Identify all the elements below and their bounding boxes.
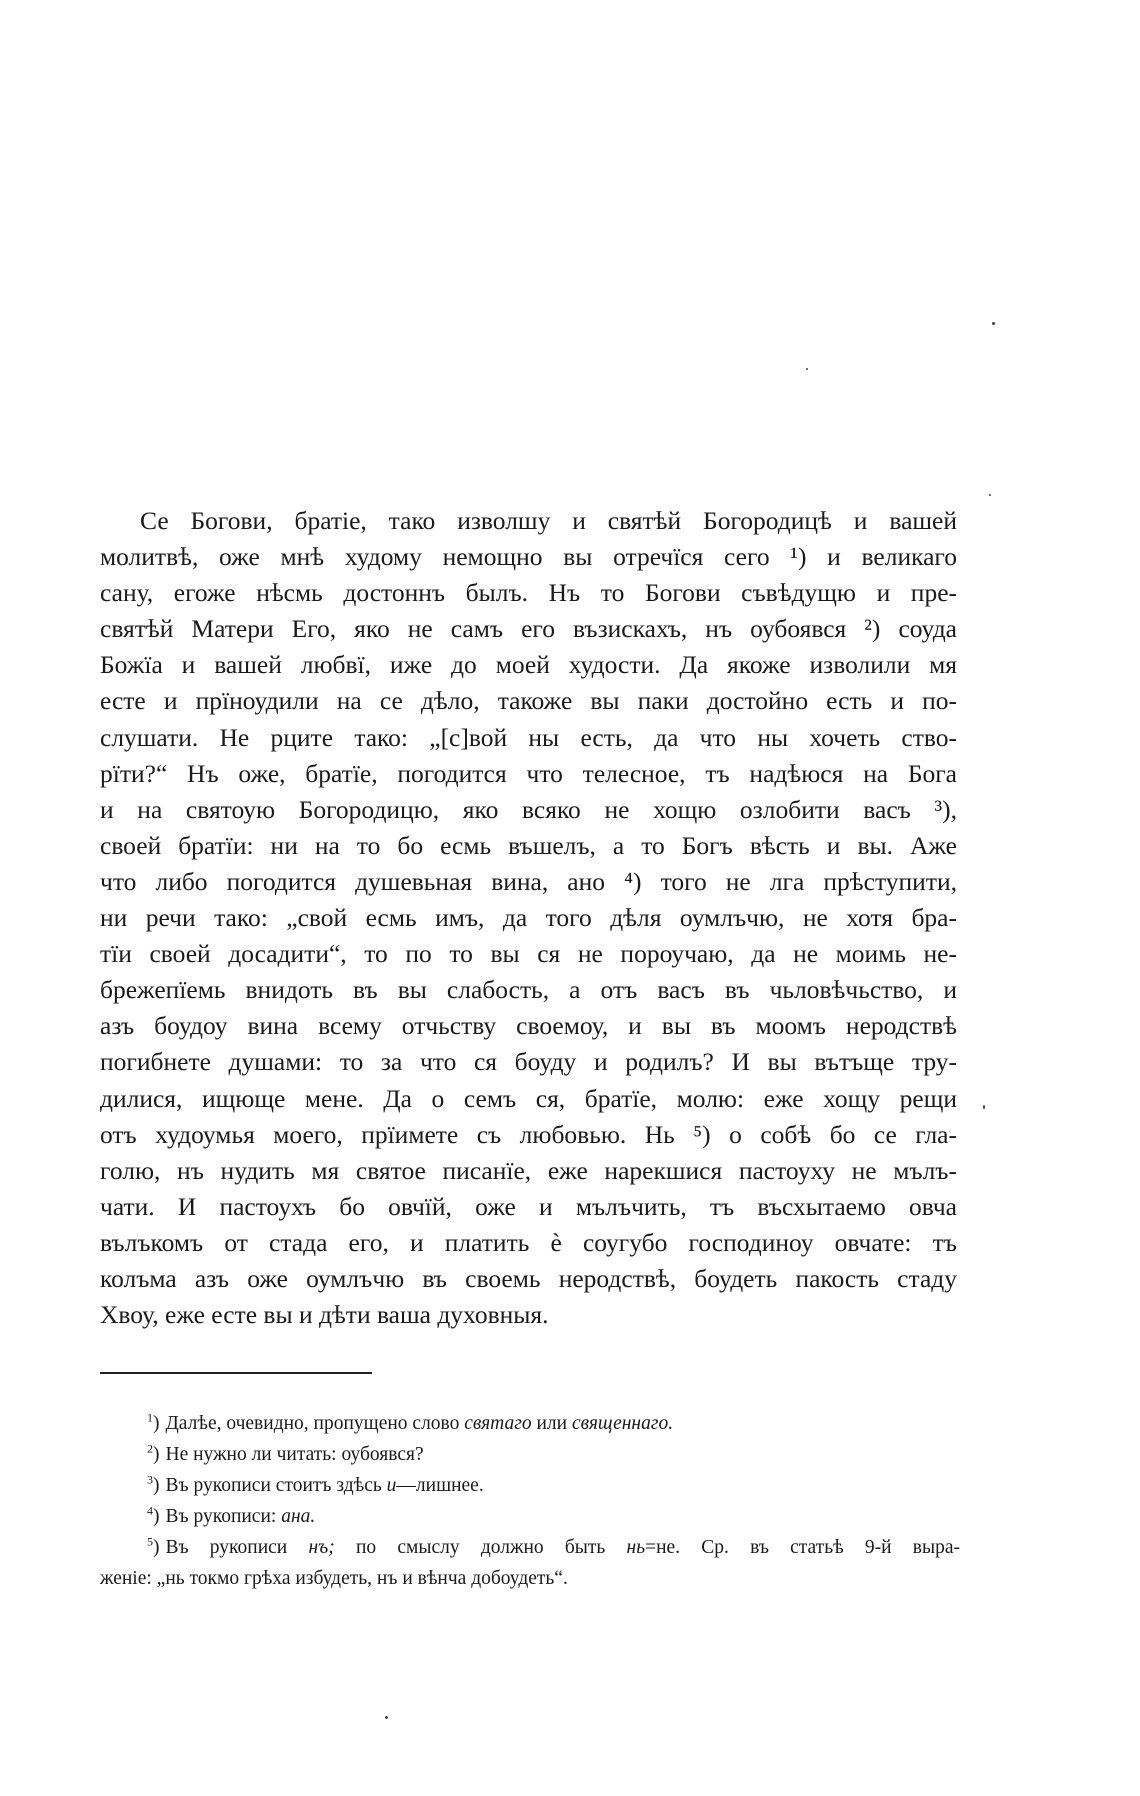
scan-speck [983, 1105, 985, 1109]
text-line: колъма азъ оже оумлъчю въ своемь неродствѣ, боудеть пакость стаду [100, 1263, 957, 1293]
text-line: отъ худоумья моего, прїимете съ любовью. Нь ⁵) о собѣ бо се гла- [100, 1119, 957, 1149]
footnote-text: по смыслу должно быть [355, 1537, 606, 1558]
text-line: своей братїи: ни на то бо есмь въшелъ, а то Богъ вѣсть и вы. Аже [100, 830, 957, 860]
text-line: тїи своей досадити“, то по то вы ся не пороучаю, да не моимь не- [100, 939, 957, 969]
text-line: дилися, ищюще мене. Да о семъ ся, братїе, молю: еже хощу рещи [100, 1083, 957, 1113]
scan-speck [806, 368, 808, 370]
scan-speck [385, 1716, 388, 1719]
text-line: Хвоу, еже есте вы и дѣти ваша духовныя. [100, 1300, 549, 1330]
footnote-emphasis: ана. [281, 1506, 316, 1527]
footnote-text: Въ рукописи: [165, 1506, 277, 1527]
footnote-text: Далѣе, очевидно, пропущено слово [165, 1413, 460, 1434]
text-line: погибнете душами: то за что ся боуду и родилъ? И вы вътъще тру- [100, 1047, 957, 1077]
footnote-text: или [536, 1413, 568, 1434]
footnote-emphasis: священнаго. [571, 1413, 674, 1434]
footnote-text: Въ рукописи [165, 1537, 288, 1558]
text-line: и на святоую Богородицю, яко всяко не хощю озлобити васъ ³), [100, 794, 957, 824]
footnote-text: Въ рукописи стоитъ здѣсь [165, 1475, 382, 1496]
footnote-text: Не нужно ли читать: оубоявся? [165, 1444, 424, 1465]
text-line: слушати. Не рците тако: „[с]вой ны есть, да что ны хочеть ство- [100, 722, 957, 752]
main-text-block [100, 503, 957, 1333]
text-line: азъ боудоу вина всему отчьству своемоу, и вы въ моомъ неродствѣ [100, 1011, 957, 1041]
text-line: святѣй Матери Его, яко не самъ его възискахъ, нъ оубоявся ²) соуда [100, 614, 957, 644]
text-line: что либо погодится душевьная вина, ано ⁴) того не лга прѣступити, [100, 866, 957, 896]
footnotes-block [100, 1408, 960, 1594]
text-line: Божїа и вашей любвї, иже до моей худости. Да якоже изволили мя [100, 650, 957, 680]
footnote-emphasis: нъ; [308, 1537, 335, 1558]
footnote-number: 4 [147, 1503, 153, 1518]
footnote-number: 1 [147, 1410, 153, 1425]
footnote-3: $^3$) Въ рукописи стоитъ здѣсь и—лишнее. [147, 1472, 484, 1496]
text-line: ни речи тако: „свой есмь имъ, да того дѣля оумлъчю, не хотя бра- [100, 903, 957, 933]
text-line: молитвѣ, оже мнѣ худому немощно вы отречїся сего ¹) и великаго [100, 542, 957, 572]
footnote-text: =не. Ср. въ статьѣ 9-й выра- [645, 1537, 961, 1558]
footnote-text: —лишнее. [396, 1475, 484, 1496]
text-line: сану, егоже нѣсмь достоннъ былъ. Нъ то Богови съвѣдущю и пре- [100, 578, 957, 608]
text-line: вълъкомъ от стада его, и платить ѐ соугубо господиноу овчате: тъ [100, 1227, 957, 1257]
scan-speck [989, 494, 991, 496]
scan-speck [992, 322, 995, 325]
footnote-number: 3 [147, 1472, 153, 1487]
footnote-1: $^1$) Далѣе, очевидно, пропущено слово святаго или священнаго. [147, 1410, 674, 1434]
footnote-emphasis: святаго [464, 1413, 532, 1434]
footnote-emphasis: и [386, 1475, 397, 1496]
text-line: голю, нъ нудить мя святое писанїе, еже нарекшися пастоуху не мълъ- [100, 1155, 957, 1185]
footnote-number: 5 [147, 1534, 153, 1549]
footnote-2: $^2$) Не нужно ли читать: оубоявся? [147, 1441, 424, 1465]
text-line: рїти?“ Нъ оже, братїе, погодится что телесное, тъ надѣюся на Бога [100, 758, 957, 788]
text-line: брежепїемь внидоть въ вы слабость, а отъ васъ въ чьловѣчьство, и [100, 975, 957, 1005]
footnote-5-continued: женіе: „нь токмо грѣха избудеть, нъ и вѣнча добоудеть“. [100, 1568, 568, 1589]
footnote-number: 2 [147, 1441, 153, 1456]
text-line: есте и прїноудили на се дѣло, такоже вы паки достойно есть и по- [100, 686, 957, 716]
footnote-emphasis: нь [626, 1537, 646, 1558]
text-line: чати. И пастоухъ бо овчїй, оже и мълъчить, тъ въсхытаемо овча [100, 1191, 957, 1221]
footnote-4: $^4$) Въ рукописи: ана. [147, 1503, 316, 1527]
footnote-5: $^5$) Въ рукописи нъ; по смыслу должно быть нь=не. Ср. въ статьѣ 9-й выра- [147, 1534, 961, 1558]
text-line: Се Богови, братіе, тако изволшу и святѣй Богородицѣ и вашей [140, 506, 957, 535]
footnote-separator [100, 1372, 372, 1374]
